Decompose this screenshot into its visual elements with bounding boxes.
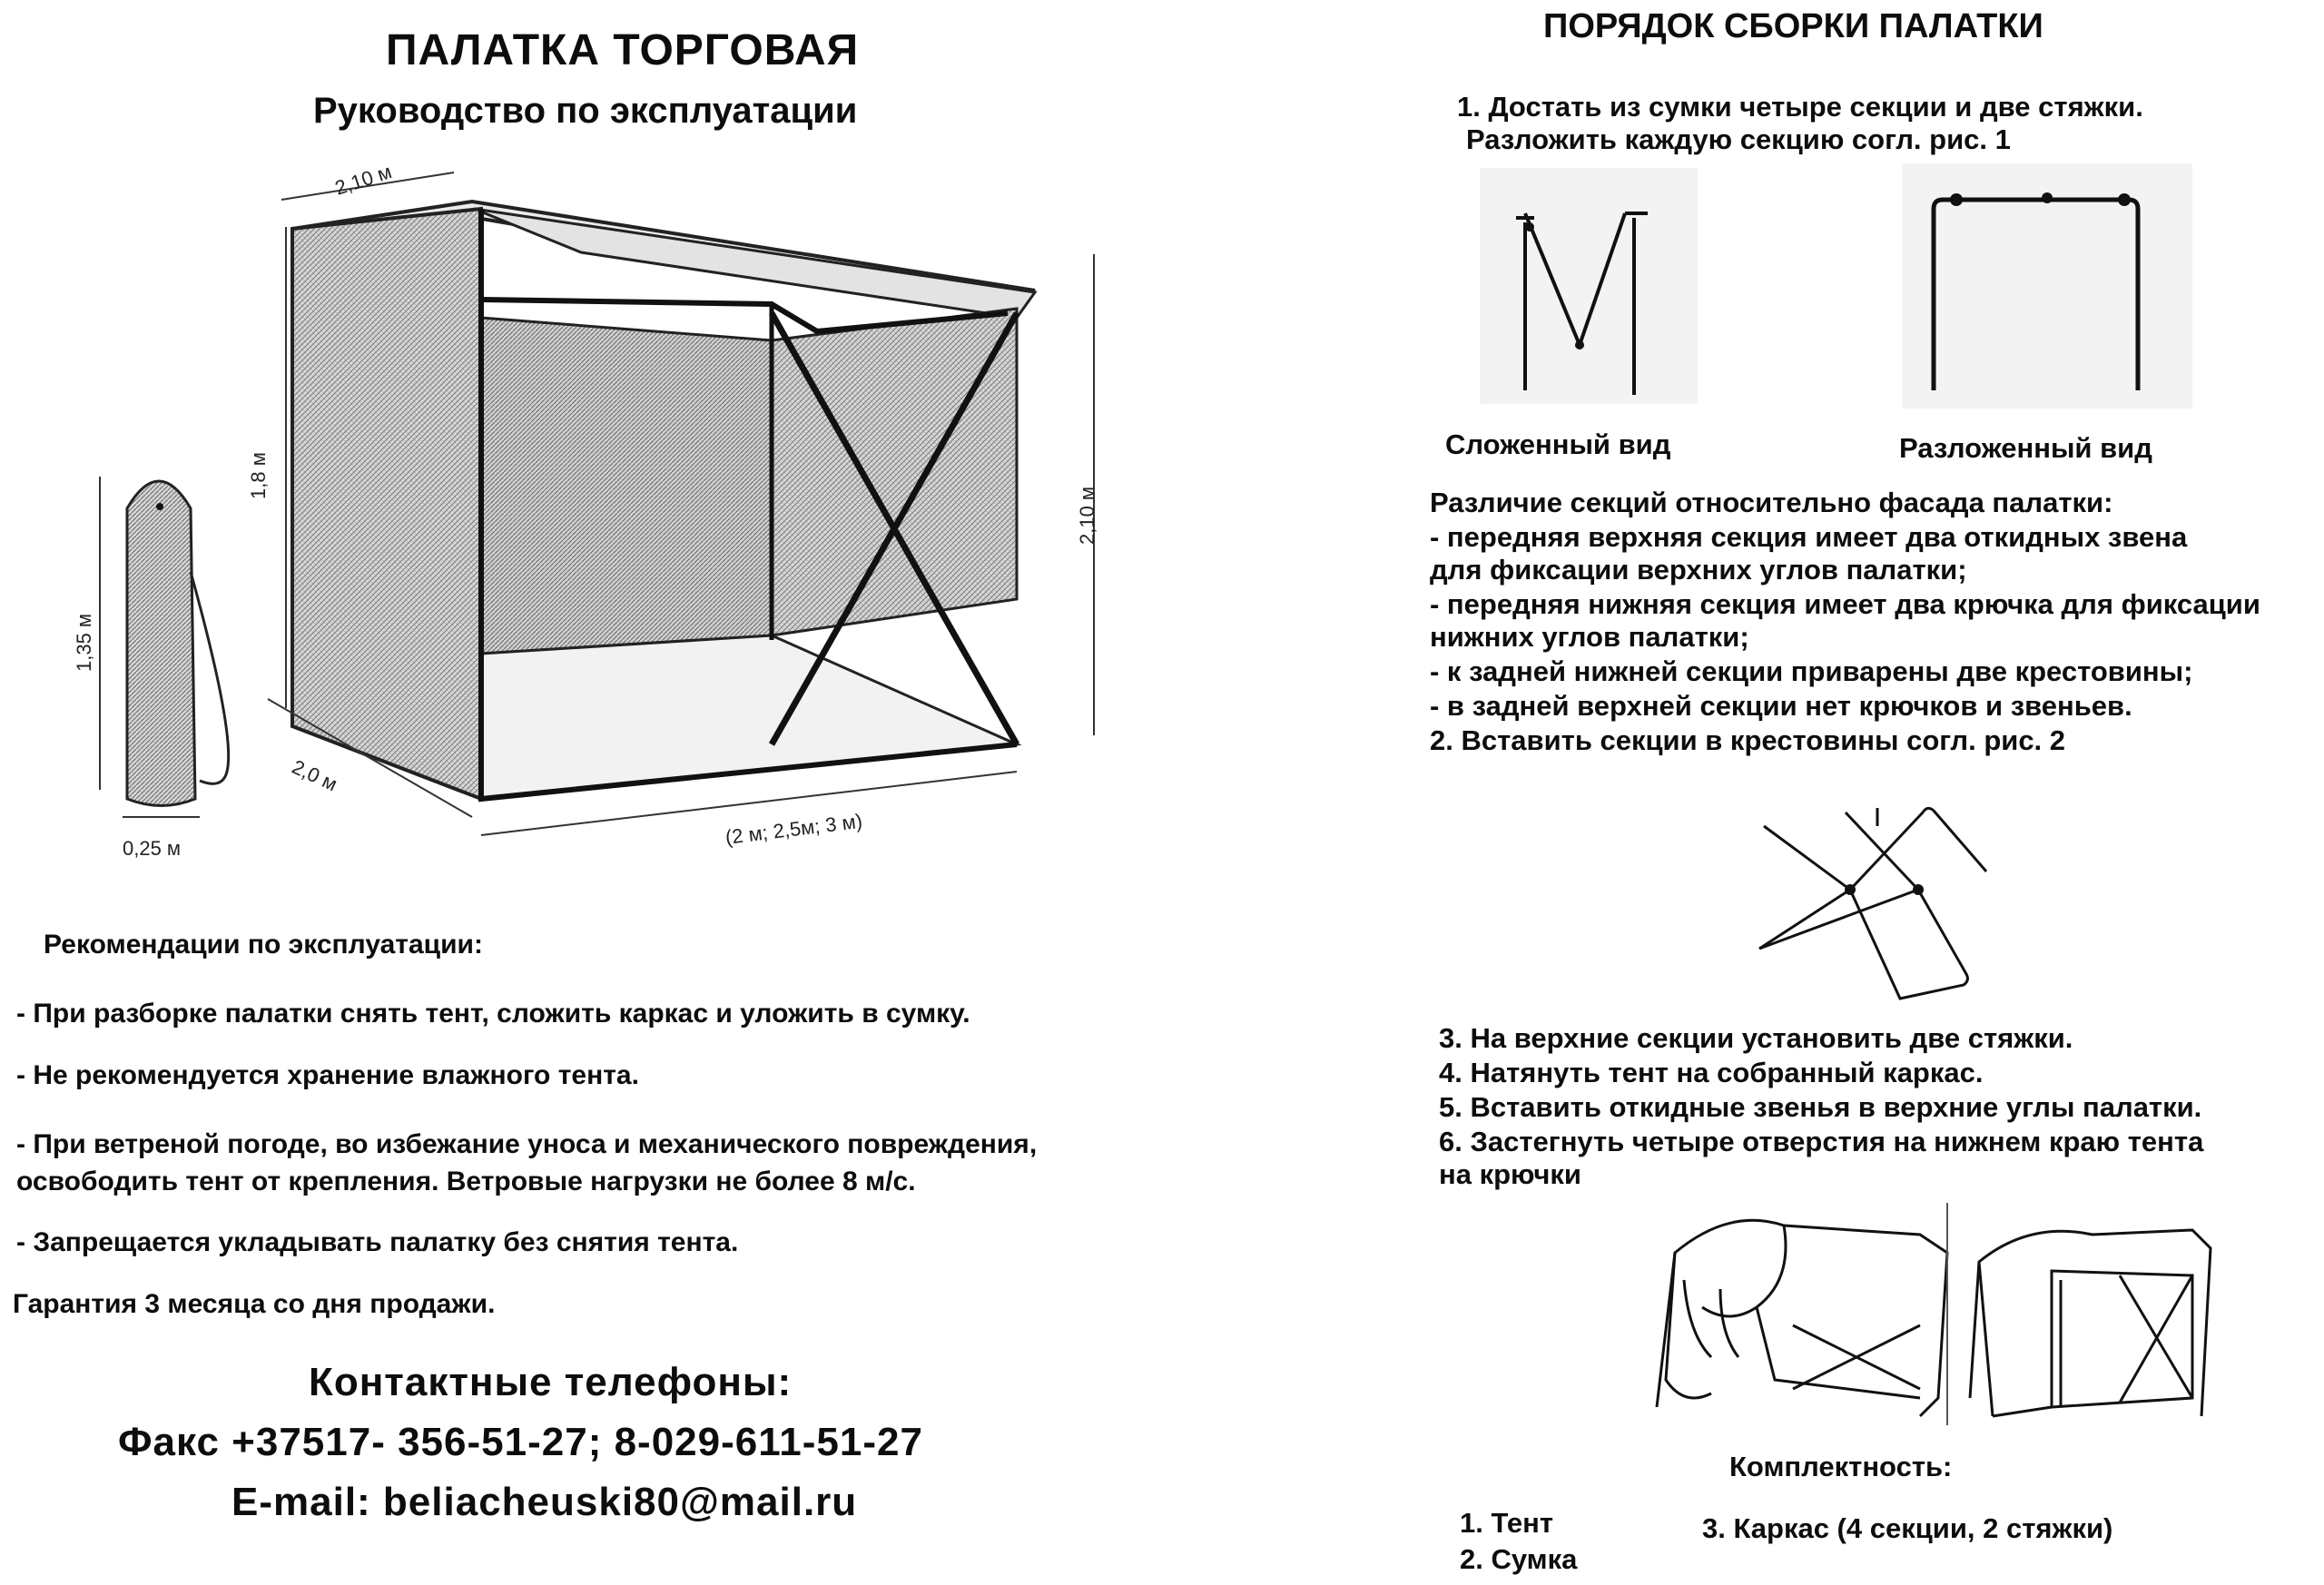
dim-back-height: 2,10 м xyxy=(1076,486,1098,545)
unfolded-view-label: Разложенный вид xyxy=(1899,432,2152,464)
assembled-tent-figures xyxy=(1648,1198,2229,1434)
dim-top-depth: 2,10 м xyxy=(331,160,395,200)
recommendation-item: освободить тент от крепления. Ветровые нагрузки не более 8 м/с. xyxy=(16,1167,916,1196)
dim-bag-height: 1,35 м xyxy=(73,613,95,672)
recommendation-item: - Запрещается укладывать палатку без снятия тента. xyxy=(16,1227,739,1257)
unfolded-section-figure xyxy=(1902,163,2192,409)
kit-item-bag: 2. Сумка xyxy=(1460,1543,1578,1575)
differences-line: - передняя нижняя секция имеет два крючка для фиксации xyxy=(1430,588,2260,620)
differences-line: Различие секций относительно фасада палатки: xyxy=(1430,487,2113,518)
step-6-text: 6. Застегнуть четыре отверстия на нижнем краю тента xyxy=(1439,1126,2204,1157)
step-2-text: 2. Вставить секции в крестовины согл. рис. 2 xyxy=(1430,724,2066,756)
bag-body xyxy=(127,481,195,806)
manual-subtitle: Руководство по эксплуатации xyxy=(313,91,858,131)
step-1-line-1: 1. Достать из сумки четыре секции и две стяжки. xyxy=(1457,91,2143,123)
dim-front-width: (2 м; 2,5м; 3 м) xyxy=(724,809,864,849)
crosspiece-figure xyxy=(1741,794,1995,1012)
contacts-heading: Контактные телефоны: xyxy=(309,1360,793,1404)
differences-line: нижних углов палатки; xyxy=(1430,621,1749,653)
step-4-text: 4. Натянуть тент на собранный каркас. xyxy=(1439,1057,1984,1088)
differences-line: - к задней нижней секции приварены две крестовины; xyxy=(1430,655,2193,687)
assembly-title: ПОРЯДОК СБОРКИ ПАЛАТКИ xyxy=(1543,7,2043,45)
recommendations-heading: Рекомендации по эксплуатации: xyxy=(44,930,483,960)
kit-item-frame: 3. Каркас (4 секции, 2 стяжки) xyxy=(1702,1512,2113,1544)
phone-numbers: Факс +37517- 356-51-27; 8-029-611-51-27 xyxy=(118,1420,923,1464)
kit-item-tent: 1. Тент xyxy=(1460,1507,1554,1539)
dim-front-height: 1,8 м xyxy=(247,452,270,499)
step-6-text-cont: на крючки xyxy=(1439,1158,1581,1190)
differences-line: - передняя верхняя секция имеет два откидных звена xyxy=(1430,521,2188,553)
email-address: E-mail: beliacheuski80@mail.ru xyxy=(231,1480,858,1524)
tent-right-wall xyxy=(772,309,1017,635)
tent-back-wall xyxy=(481,318,772,654)
folded-section-figure xyxy=(1480,168,1698,404)
kit-heading: Комплектность: xyxy=(1729,1451,1953,1482)
differences-line: - в задней верхней секции нет крючков и звеньев. xyxy=(1430,690,2132,722)
bag-illustration xyxy=(54,463,236,881)
recommendation-item: - При разборке палатки снять тент, сложить каркас и уложить в сумку. xyxy=(16,999,970,1029)
warranty-text: Гарантия 3 месяца со дня продажи. xyxy=(13,1289,496,1319)
recommendation-item: - Не рекомендуется хранение влажного тента. xyxy=(16,1060,639,1090)
manual-title: ПАЛАТКА ТОРГОВАЯ xyxy=(386,26,860,74)
dim-bag-width: 0,25 м xyxy=(123,837,182,860)
dim-side-depth: 2,0 м xyxy=(288,754,341,796)
folded-view-label: Сложенный вид xyxy=(1445,428,1671,460)
step-5-text: 5. Вставить откидные звенья в верхние углы палатки. xyxy=(1439,1091,2202,1123)
step-1-line-2: Разложить каждую секцию согл. рис. 1 xyxy=(1466,123,2011,155)
tent-left-wall xyxy=(292,209,481,799)
recommendation-item: - При ветреной погоде, во избежание уноса и механического повреждения, xyxy=(16,1129,1038,1159)
step-3-text: 3. На верхние секции установить две стяжки. xyxy=(1439,1022,2073,1054)
differences-line: для фиксации верхних углов палатки; xyxy=(1430,554,1967,586)
